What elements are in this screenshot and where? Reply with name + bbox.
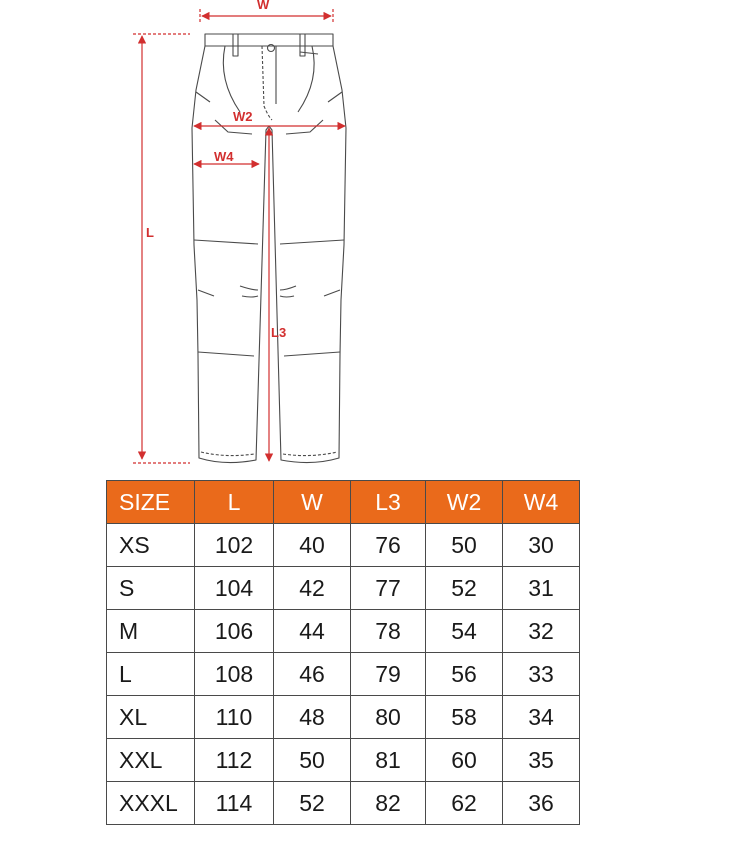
cell-l3: 80: [351, 696, 426, 739]
table-header-row: [107, 481, 580, 524]
cell-l3: 76: [351, 524, 426, 567]
table-row: [107, 739, 580, 782]
cell-l: 106: [195, 610, 274, 653]
cell-w4: 34: [503, 696, 580, 739]
cell-w: 48: [274, 696, 351, 739]
header-l3: L3: [351, 481, 426, 524]
header-size: SIZE: [107, 481, 195, 524]
cell-l: 104: [195, 567, 274, 610]
cell-w2: 52: [426, 567, 503, 610]
cell-size: L: [107, 653, 195, 696]
cell-w2: 62: [426, 782, 503, 825]
cell-size: XS: [107, 524, 195, 567]
cell-w: 52: [274, 782, 351, 825]
cell-l: 102: [195, 524, 274, 567]
size-chart-table: [106, 480, 580, 825]
cell-w4: 32: [503, 610, 580, 653]
cell-w: 42: [274, 567, 351, 610]
label-w4: W4: [214, 149, 234, 164]
cell-w2: 60: [426, 739, 503, 782]
cell-l: 108: [195, 653, 274, 696]
table-row: [107, 696, 580, 739]
label-l: L: [146, 225, 154, 240]
cell-w: 44: [274, 610, 351, 653]
cell-l: 112: [195, 739, 274, 782]
cell-l3: 77: [351, 567, 426, 610]
cell-l: 114: [195, 782, 274, 825]
cell-size: M: [107, 610, 195, 653]
cell-w4: 30: [503, 524, 580, 567]
cell-l3: 82: [351, 782, 426, 825]
cell-l3: 79: [351, 653, 426, 696]
table-row: [107, 567, 580, 610]
cell-w: 40: [274, 524, 351, 567]
label-w2: W2: [233, 109, 253, 124]
cell-size: XXXL: [107, 782, 195, 825]
cell-w2: 58: [426, 696, 503, 739]
table-row: [107, 653, 580, 696]
cell-size: XL: [107, 696, 195, 739]
header-w2: W2: [426, 481, 503, 524]
label-w: W: [257, 0, 270, 12]
header-l: L: [195, 481, 274, 524]
cell-w: 46: [274, 653, 351, 696]
cell-w4: 36: [503, 782, 580, 825]
table-row: [107, 524, 580, 567]
cell-size: XXL: [107, 739, 195, 782]
cell-w2: 50: [426, 524, 503, 567]
cell-w: 50: [274, 739, 351, 782]
cell-w2: 56: [426, 653, 503, 696]
table-row: [107, 610, 580, 653]
cell-w2: 54: [426, 610, 503, 653]
cell-size: S: [107, 567, 195, 610]
table-row: [107, 782, 580, 825]
cell-l3: 78: [351, 610, 426, 653]
cell-w4: 35: [503, 739, 580, 782]
header-w4: W4: [503, 481, 580, 524]
label-l3: L3: [271, 325, 287, 340]
cell-l3: 81: [351, 739, 426, 782]
cell-l: 110: [195, 696, 274, 739]
cell-w4: 33: [503, 653, 580, 696]
cell-w4: 31: [503, 567, 580, 610]
header-w: W: [274, 481, 351, 524]
